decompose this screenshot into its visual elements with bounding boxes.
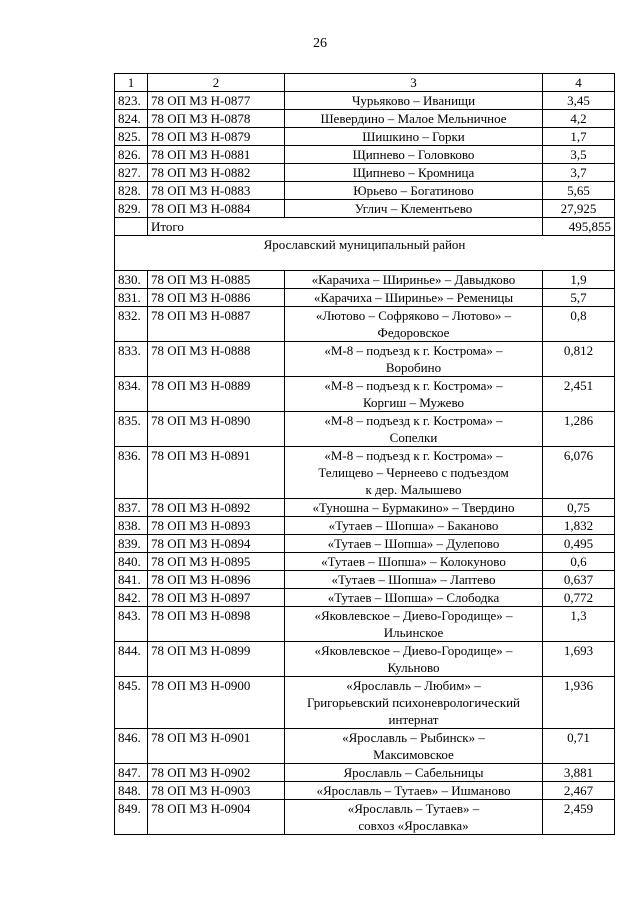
row-number: 829. (115, 200, 148, 218)
road-code: 78 ОП МЗ Н-0901 (148, 729, 285, 764)
road-code: 78 ОП МЗ Н-0889 (148, 377, 285, 412)
table-row (115, 800, 615, 835)
road-code: 78 ОП МЗ Н-0892 (148, 499, 285, 517)
header-cell: 1 (115, 74, 148, 92)
road-name: «Тутаев – Шопша» – Лаптево (285, 571, 543, 589)
road-name: «М-8 – подъезд к г. Кострома» – Коргиш – Мужево (285, 377, 543, 412)
row-number: 831. (115, 289, 148, 307)
road-length: 3,881 (543, 764, 615, 782)
table-row (115, 553, 615, 571)
road-name: Ярославль – Сабельницы (285, 764, 543, 782)
road-name: «Тутаев – Шопша» – Слободка (285, 589, 543, 607)
roads-table (114, 73, 615, 835)
empty-cell (115, 218, 148, 236)
header-cell: 4 (543, 74, 615, 92)
road-length: 0,495 (543, 535, 615, 553)
road-length: 2,459 (543, 800, 615, 835)
road-name: «М-8 – подъезд к г. Кострома» – Воробино (285, 342, 543, 377)
table-row (115, 377, 615, 412)
total-label: Итого (148, 218, 543, 236)
road-length: 4,2 (543, 110, 615, 128)
road-length: 0,812 (543, 342, 615, 377)
road-length: 5,7 (543, 289, 615, 307)
road-name: «Тутаев – Шопша» – Колокуново (285, 553, 543, 571)
road-code: 78 ОП МЗ Н-0899 (148, 642, 285, 677)
table-row (115, 182, 615, 200)
road-length: 3,5 (543, 146, 615, 164)
row-number: 848. (115, 782, 148, 800)
table-row (115, 642, 615, 677)
road-name: «Тутаев – Шопша» – Баканово (285, 517, 543, 535)
table-row (115, 289, 615, 307)
total-row (115, 218, 615, 236)
table-row (115, 412, 615, 447)
row-number: 832. (115, 307, 148, 342)
table-row (115, 128, 615, 146)
road-length: 0,75 (543, 499, 615, 517)
table-row (115, 342, 615, 377)
table-row (115, 535, 615, 553)
table-row (115, 200, 615, 218)
row-number: 840. (115, 553, 148, 571)
table-row (115, 447, 615, 499)
table-row (115, 271, 615, 289)
road-length: 0,71 (543, 729, 615, 764)
road-code: 78 ОП МЗ Н-0878 (148, 110, 285, 128)
table-row (115, 164, 615, 182)
row-number: 847. (115, 764, 148, 782)
road-name: «Туношна – Бурмакино» – Твердино (285, 499, 543, 517)
road-length: 1,936 (543, 677, 615, 729)
road-name: «Ярославль – Рыбинск» – Максимовское (285, 729, 543, 764)
road-name: «Карачиха – Ширинье» – Давыдково (285, 271, 543, 289)
road-code: 78 ОП МЗ Н-0897 (148, 589, 285, 607)
road-length: 5,65 (543, 182, 615, 200)
road-name: «Тутаев – Шопша» – Дулепово (285, 535, 543, 553)
header-cell: 3 (285, 74, 543, 92)
road-name: «Яковлевское – Диево-Городище» – Кульново (285, 642, 543, 677)
road-name: «Ярославль – Тутаев» – совхоз «Ярославка» (285, 800, 543, 835)
table-row (115, 499, 615, 517)
row-number: 828. (115, 182, 148, 200)
table-row (115, 571, 615, 589)
road-length: 2,467 (543, 782, 615, 800)
road-length: 1,3 (543, 607, 615, 642)
row-number: 835. (115, 412, 148, 447)
road-length: 27,925 (543, 200, 615, 218)
road-code: 78 ОП МЗ Н-0887 (148, 307, 285, 342)
road-name: «М-8 – подъезд к г. Кострома» – Телищево – Чернеево с подъездом к дер. Малышево (285, 447, 543, 499)
road-length: 0,772 (543, 589, 615, 607)
row-number: 846. (115, 729, 148, 764)
road-name: Щипнево – Кромница (285, 164, 543, 182)
road-name: «Яковлевское – Диево-Городище» – Ильинское (285, 607, 543, 642)
road-code: 78 ОП МЗ Н-0891 (148, 447, 285, 499)
road-code: 78 ОП МЗ Н-0888 (148, 342, 285, 377)
road-code: 78 ОП МЗ Н-0902 (148, 764, 285, 782)
row-number: 841. (115, 571, 148, 589)
table-row (115, 764, 615, 782)
road-code: 78 ОП МЗ Н-0894 (148, 535, 285, 553)
road-code: 78 ОП МЗ Н-0883 (148, 182, 285, 200)
row-number: 833. (115, 342, 148, 377)
road-name: «Лютово – Софряково – Лютово» – Федоровское (285, 307, 543, 342)
table-row (115, 607, 615, 642)
road-length: 1,286 (543, 412, 615, 447)
road-code: 78 ОП МЗ Н-0903 (148, 782, 285, 800)
row-number: 838. (115, 517, 148, 535)
road-name: Юрьево – Богатиново (285, 182, 543, 200)
table-row (115, 307, 615, 342)
road-name: «Ярославль – Любим» – Григорьевский психоневрологический интернат (285, 677, 543, 729)
road-code: 78 ОП МЗ Н-0890 (148, 412, 285, 447)
table-row (115, 146, 615, 164)
road-code: 78 ОП МЗ Н-0895 (148, 553, 285, 571)
road-code: 78 ОП МЗ Н-0879 (148, 128, 285, 146)
road-length: 6,076 (543, 447, 615, 499)
road-length: 0,6 (543, 553, 615, 571)
row-number: 823. (115, 92, 148, 110)
road-name: Шишкино – Горки (285, 128, 543, 146)
road-code: 78 ОП МЗ Н-0884 (148, 200, 285, 218)
road-length: 0,8 (543, 307, 615, 342)
road-name: «М-8 – подъезд к г. Кострома» – Сопелки (285, 412, 543, 447)
row-number: 827. (115, 164, 148, 182)
row-number: 837. (115, 499, 148, 517)
table-row (115, 729, 615, 764)
section-row (115, 236, 615, 271)
table-row (115, 92, 615, 110)
road-code: 78 ОП МЗ Н-0881 (148, 146, 285, 164)
row-number: 824. (115, 110, 148, 128)
row-number: 826. (115, 146, 148, 164)
table-header-row (115, 74, 615, 92)
road-name: Шевердино – Малое Мельничное (285, 110, 543, 128)
row-number: 845. (115, 677, 148, 729)
row-number: 830. (115, 271, 148, 289)
section-title: Ярославский муниципальный район (115, 236, 615, 271)
table-row (115, 110, 615, 128)
header-cell: 2 (148, 74, 285, 92)
road-name: Чурьяково – Иванищи (285, 92, 543, 110)
table-row (115, 782, 615, 800)
road-code: 78 ОП МЗ Н-0904 (148, 800, 285, 835)
road-code: 78 ОП МЗ Н-0886 (148, 289, 285, 307)
road-code: 78 ОП МЗ Н-0893 (148, 517, 285, 535)
road-name: «Ярославль – Тутаев» – Ишманово (285, 782, 543, 800)
row-number: 839. (115, 535, 148, 553)
road-name: Щипнево – Головково (285, 146, 543, 164)
row-number: 843. (115, 607, 148, 642)
road-code: 78 ОП МЗ Н-0896 (148, 571, 285, 589)
road-code: 78 ОП МЗ Н-0885 (148, 271, 285, 289)
road-length: 1,9 (543, 271, 615, 289)
row-number: 842. (115, 589, 148, 607)
row-number: 836. (115, 447, 148, 499)
table-row (115, 677, 615, 729)
total-length: 495,855 (543, 218, 615, 236)
road-code: 78 ОП МЗ Н-0882 (148, 164, 285, 182)
row-number: 844. (115, 642, 148, 677)
page-number: 26 (313, 36, 327, 51)
road-length: 3,7 (543, 164, 615, 182)
row-number: 825. (115, 128, 148, 146)
road-length: 2,451 (543, 377, 615, 412)
table-row (115, 589, 615, 607)
row-number: 849. (115, 800, 148, 835)
road-name: Углич – Клементьево (285, 200, 543, 218)
road-code: 78 ОП МЗ Н-0877 (148, 92, 285, 110)
road-length: 0,637 (543, 571, 615, 589)
row-number: 834. (115, 377, 148, 412)
road-length: 1,832 (543, 517, 615, 535)
road-code: 78 ОП МЗ Н-0900 (148, 677, 285, 729)
road-length: 1,7 (543, 128, 615, 146)
road-name: «Карачиха – Ширинье» – Ременицы (285, 289, 543, 307)
road-length: 3,45 (543, 92, 615, 110)
table-row (115, 517, 615, 535)
road-code: 78 ОП МЗ Н-0898 (148, 607, 285, 642)
road-length: 1,693 (543, 642, 615, 677)
